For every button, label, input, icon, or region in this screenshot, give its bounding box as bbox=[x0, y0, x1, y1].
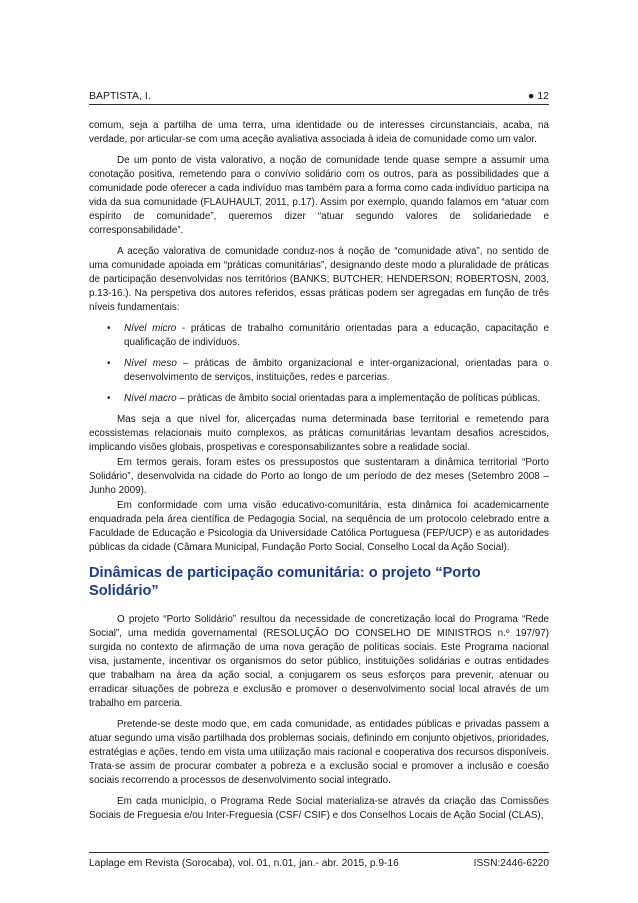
header-divider bbox=[89, 104, 549, 105]
footer-journal-reference: Laplage em Revista (Sorocaba), vol. 01, n.01, jan.- abr. 2015, p.9-16 bbox=[89, 858, 399, 869]
running-footer bbox=[89, 858, 549, 872]
running-header bbox=[89, 90, 549, 104]
list-item-term: Nível micro bbox=[124, 323, 177, 334]
paragraph-3: A aceção valorativa de comunidade conduz-nos à noção de “comunidade ativa”, no sentido de uma comunidade apoiada em “práticas comunitárias”, designando deste modo a pluralidade de práticas de participação desenvolvidas nos territórios (BANKS; BUTCHER; HENDERSON; ROBERTOSN, 2003, p.13-16.). Na perspetiva dos autores referidos, essas práticas podem ser agregadas em função de três níveis fundamentais: bbox=[89, 246, 549, 313]
list-item-text: – práticas de âmbito organizacional e inter-organizacional, orientadas para o desenvolvimento de serviços, instituições, redes e parcerias. bbox=[124, 358, 550, 383]
paragraph-6: Em conformidade com uma visão educativo-comunitária, esta dinâmica foi academicamente enquadrada pela área científica de Pedagogia Social, na sequência de um protocolo celebrado entre a Faculdade de Educação e Psicologia da Universidade Católica Portuguesa (FEP/UCP) e as autoridades públicas da cidade (Câmara Municipal, Fundação Porto Social, Conselho Local da Ação Social). bbox=[89, 500, 549, 553]
list-item-text: - práticas de trabalho comunitário orientadas para a educação, capacitação e qualificação de indivíduos. bbox=[124, 323, 549, 348]
list-item-macro bbox=[89, 392, 549, 406]
list-item-term: Nível meso bbox=[124, 358, 177, 369]
list-item-term: Nível macro bbox=[124, 393, 177, 404]
bullet-icon: • bbox=[107, 393, 111, 404]
paragraph-2: De um ponto de vista valorativo, a noção de comunidade tende quase sempre a assumir uma conotação positiva, remetendo para o convívio solidário com os outros, para as possibilidades que a comunidade pode oferecer a cada indivíduo mas também para a forma como cada indivíduo participa na vida da sua comunidade (FLAUHAULT, 2011, p.17). Assim por exemplo, quando falamos em “atuar com espírito de comunidade”, queremos dizer “atuar segundo valores de solidariedade e corresponsabilidade”. bbox=[89, 155, 549, 236]
article-body bbox=[89, 119, 549, 830]
paragraph-5: Em termos gerais, foram estes os pressupostos que sustentaram a dinâmica territorial “Porto Solidário”, desenvolvida na cidade do Porto ao longo de um período de dez meses (Setembro 2008 – Junho 2009). bbox=[89, 457, 549, 496]
paragraph-1: comum, seja a partilha de uma terra, uma identidade ou de interesses circunstanciais, acaba, na verdade, por articular-se com uma aceção avaliativa associada à ideia de comunidade como um valor. bbox=[89, 120, 549, 145]
footer-divider bbox=[89, 852, 549, 853]
paragraph-8: Pretende-se deste modo que, em cada comunidade, as entidades públicas e privadas passem a atuar segundo uma visão partilhada dos problemas sociais, definindo em conjunto objetivos, prioridades, estratégias e ações, tendo em vista uma utilização mais racional e cooperativa dos recursos disponíveis. Trata-se assim de procurar combater a pobreza e a exclusão social e promover a inclusão e coesão sociais recorrendo a processos de desenvolvimento social integrado. bbox=[89, 719, 549, 786]
bullet-icon: • bbox=[107, 323, 111, 334]
practice-levels-list bbox=[89, 322, 549, 406]
list-item-text: – práticas de âmbito social orientadas para a implementação de políticas públicas. bbox=[176, 393, 541, 404]
section-heading: Dinâmicas de participação comunitária: o projeto “Porto Solidário” bbox=[89, 565, 481, 599]
paragraph-7: O projeto “Porto Solidário” resultou da necessidade de concretização local do Programa “Rede Social”, uma medida governamental (RESOLUÇÃO DO CONSELHO DE MINISTROS n.º 197/97) surgida no contexto de afirmação de uma nova geração de políticas sociais. Este Programa nacional visa, justamente, incentivar os organismos do setor público, instituições solidárias e outras entidades que trabalham na área da ação social, a conjugarem os seus esforços para prevenir, atenuar ou erradicar situações de pobreza e exclusão e promover o desenvolvimento social local através de um trabalho em parceria. bbox=[89, 614, 549, 709]
list-item-micro bbox=[89, 322, 549, 350]
header-page-number: ● 12 bbox=[528, 90, 549, 102]
bullet-icon: • bbox=[107, 358, 111, 369]
list-item-meso bbox=[89, 357, 549, 385]
footer-issn: ISSN:2446-6220 bbox=[473, 858, 549, 869]
paragraph-4: Mas seja a que nível for, alicerçadas numa determinada base territorial e remetendo para ecossistemas relacionais muito complexos, as práticas comunitárias levantam desafios acrescidos, implicando visões globais, prospetivas e coresponsabilizantes sobre a realidade social. bbox=[89, 414, 549, 453]
header-author: BAPTISTA, I. bbox=[89, 90, 151, 102]
paragraph-9: Em cada município, o Programa Rede Social materializa-se através da criação das Comissões Sociais de Freguesia e/ou Inter-Freguesia (CSF/ CSIF) e dos Conselhos Locais de Ação Social (CLAS), bbox=[89, 796, 549, 821]
